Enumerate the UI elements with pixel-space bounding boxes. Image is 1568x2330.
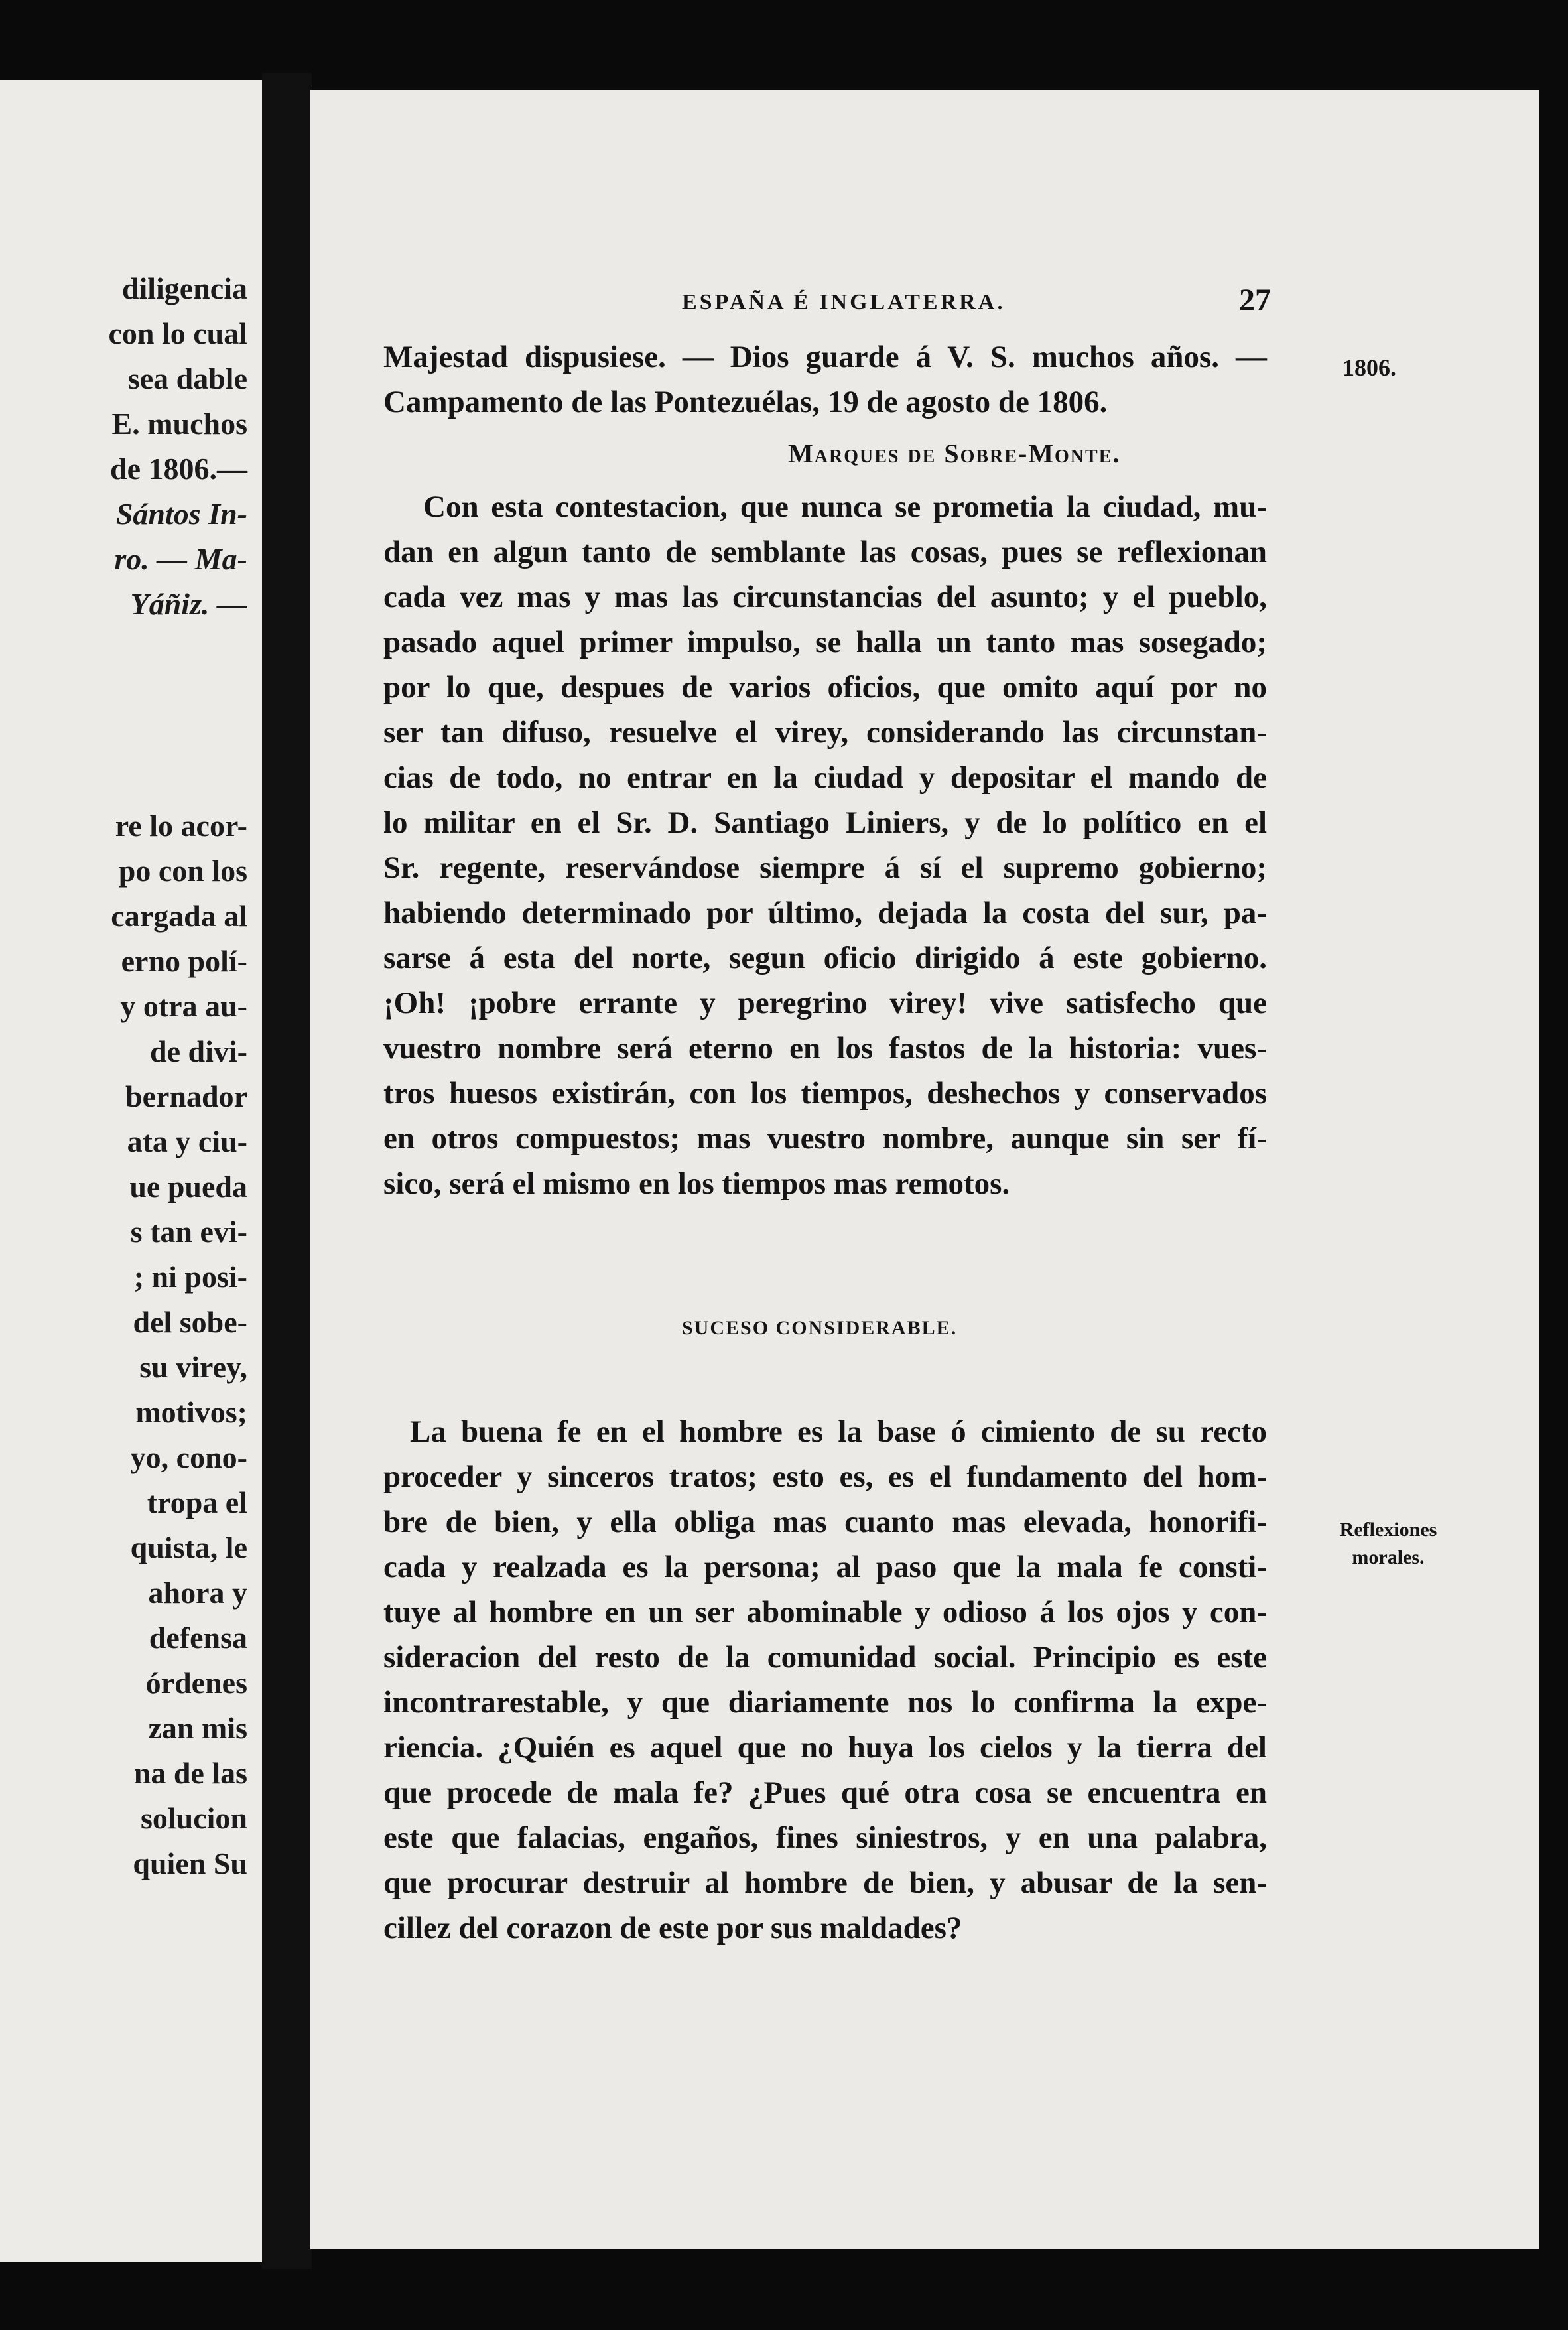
para2-line: ¡Oh! ¡pobre errante y peregrino virey! vive satisfecho que bbox=[383, 986, 1267, 1020]
left-page-line: motivos; bbox=[135, 1395, 247, 1429]
left-page-line: ahora y bbox=[148, 1576, 247, 1610]
left-page-line: bernador bbox=[125, 1079, 247, 1113]
para1-line: Campamento de las Pontezuélas, 19 de agosto de 1806. bbox=[383, 385, 1108, 419]
left-page-line: ue pueda bbox=[129, 1170, 247, 1203]
para3-line: que procurar destruir al hombre de bien, y abusar de la sen- bbox=[383, 1866, 1267, 1900]
para2-line: vuestro nombre será eterno en los fastos de la historia: vues- bbox=[383, 1031, 1267, 1065]
margin-note-line: morales. bbox=[1352, 1546, 1425, 1568]
scan-speck bbox=[1469, 20, 1480, 36]
left-page-line: erno polí- bbox=[121, 944, 247, 978]
para3-line: tuye al hombre en un ser abominable y odioso á los ojos y con- bbox=[383, 1595, 1267, 1629]
left-page-line: de 1806.— bbox=[110, 452, 247, 486]
para3-line: proceder y sinceros tratos; esto es, es el fundamento del hom- bbox=[383, 1460, 1267, 1494]
left-page-line: na de las bbox=[133, 1756, 247, 1790]
para3-line: riencia. ¿Quién es aquel que no huya los cielos y la tierra del bbox=[383, 1730, 1267, 1765]
para3-line: cillez del corazon de este por sus maldades? bbox=[383, 1911, 962, 1945]
left-page-line: E. muchos bbox=[111, 407, 247, 441]
para2-line: lo militar en el Sr. D. Santiago Liniers, y de lo político en el bbox=[383, 805, 1267, 840]
section-title: SUCESO CONSIDERABLE. bbox=[682, 1317, 958, 1339]
para2-line: ser tan difuso, resuelve el virey, considerando las circunstan- bbox=[383, 715, 1267, 750]
para2-line: en otros compuestos; mas vuestro nombre, aunque sin ser fí- bbox=[383, 1121, 1267, 1156]
running-head: ESPAÑA É INGLATERRA. bbox=[682, 290, 1006, 314]
left-page-line: yo, cono- bbox=[130, 1440, 247, 1474]
para3-line: que procede de mala fe? ¿Pues qué otra cosa se encuentra en bbox=[383, 1775, 1267, 1810]
left-page-line: sea dable bbox=[127, 362, 247, 395]
margin-year: 1806. bbox=[1342, 354, 1396, 381]
left-page-line: de divi- bbox=[150, 1034, 247, 1068]
para3-line: bre de bien, y ella obliga mas cuanto mas elevada, honorifi- bbox=[383, 1505, 1267, 1539]
para2-line: pasado aquel primer impulso, se halla un tanto mas sosegado; bbox=[383, 625, 1267, 659]
left-page-line: con lo cual bbox=[108, 316, 247, 350]
left-page-line: ; ni posi- bbox=[133, 1260, 247, 1294]
para1-line: Majestad dispusiese. — Dios guarde á V. S. muchos años. — bbox=[383, 340, 1267, 374]
left-facing-page bbox=[0, 80, 262, 2262]
para2-line: cada vez mas y mas las circunstancias del asunto; y el pueblo, bbox=[383, 580, 1267, 614]
para2-line: Sr. regente, reservándose siempre á sí el supremo gobierno; bbox=[383, 851, 1267, 885]
para2-line: habiendo determinado por último, dejada la costa del sur, pa- bbox=[383, 896, 1267, 930]
left-page-line: Sántos In- bbox=[115, 497, 247, 531]
para2-line: cias de todo, no entrar en la ciudad y depositar el mando de bbox=[383, 760, 1267, 795]
para2-line: sarse á esta del norte, segun oficio dirigido á este gobierno. bbox=[383, 941, 1267, 975]
left-page-line: ro. — Ma- bbox=[114, 542, 247, 576]
left-page-line: diligencia bbox=[121, 271, 247, 305]
left-page-line: s tan evi- bbox=[130, 1215, 247, 1249]
left-page-line: re lo acor- bbox=[115, 809, 247, 843]
left-page-line: po con los bbox=[118, 854, 247, 888]
para2-line: dan en algun tanto de semblante las cosas, pues se reflexionan bbox=[383, 535, 1267, 569]
para2-line: sico, será el mismo en los tiempos mas remotos. bbox=[383, 1166, 1010, 1201]
left-page-line: tropa el bbox=[147, 1485, 247, 1519]
para2-line: tros huesos existirán, con los tiempos, deshechos y conservados bbox=[383, 1076, 1267, 1111]
para3-line: sideracion del resto de la comunidad social. Principio es este bbox=[383, 1640, 1267, 1675]
para2-line: por lo que, despues de varios oficios, que omito aquí por no bbox=[383, 670, 1267, 705]
margin-note-line: Reflexiones bbox=[1339, 1519, 1437, 1541]
para3-line: cada y realzada es la persona; al paso que la mala fe consti- bbox=[383, 1550, 1267, 1584]
left-page-line: órdenes bbox=[145, 1666, 247, 1700]
book-gutter bbox=[262, 73, 312, 2269]
para3-line: La buena fe en el hombre es la base ó cimiento de su recto bbox=[410, 1414, 1267, 1449]
left-page-line: del sobe- bbox=[133, 1305, 247, 1339]
para3-line: este que falacias, engaños, fines siniestros, y en una palabra, bbox=[383, 1820, 1267, 1855]
left-page-line: defensa bbox=[149, 1621, 247, 1655]
left-page-line: Yáñiz. — bbox=[130, 587, 247, 621]
para3-line: incontrarestable, y que diariamente nos lo confirma la expe- bbox=[383, 1685, 1267, 1720]
left-page-line: cargada al bbox=[111, 899, 247, 933]
left-page-line: su virey, bbox=[139, 1350, 247, 1384]
left-page-line: quien Su bbox=[133, 1846, 247, 1880]
signature: Marques de Sobre-Monte. bbox=[788, 439, 1121, 468]
left-page-line: solucion bbox=[140, 1801, 247, 1835]
right-page bbox=[310, 90, 1539, 2249]
left-page-line: y otra au- bbox=[120, 989, 247, 1023]
para2-line: Con esta contestacion, que nunca se prometia la ciudad, mu- bbox=[423, 490, 1267, 524]
left-page-line: quista, le bbox=[130, 1531, 247, 1564]
left-page-line: ata y ciu- bbox=[127, 1125, 247, 1158]
page-number: 27 bbox=[1239, 283, 1271, 318]
left-page-line: zan mis bbox=[148, 1711, 247, 1745]
